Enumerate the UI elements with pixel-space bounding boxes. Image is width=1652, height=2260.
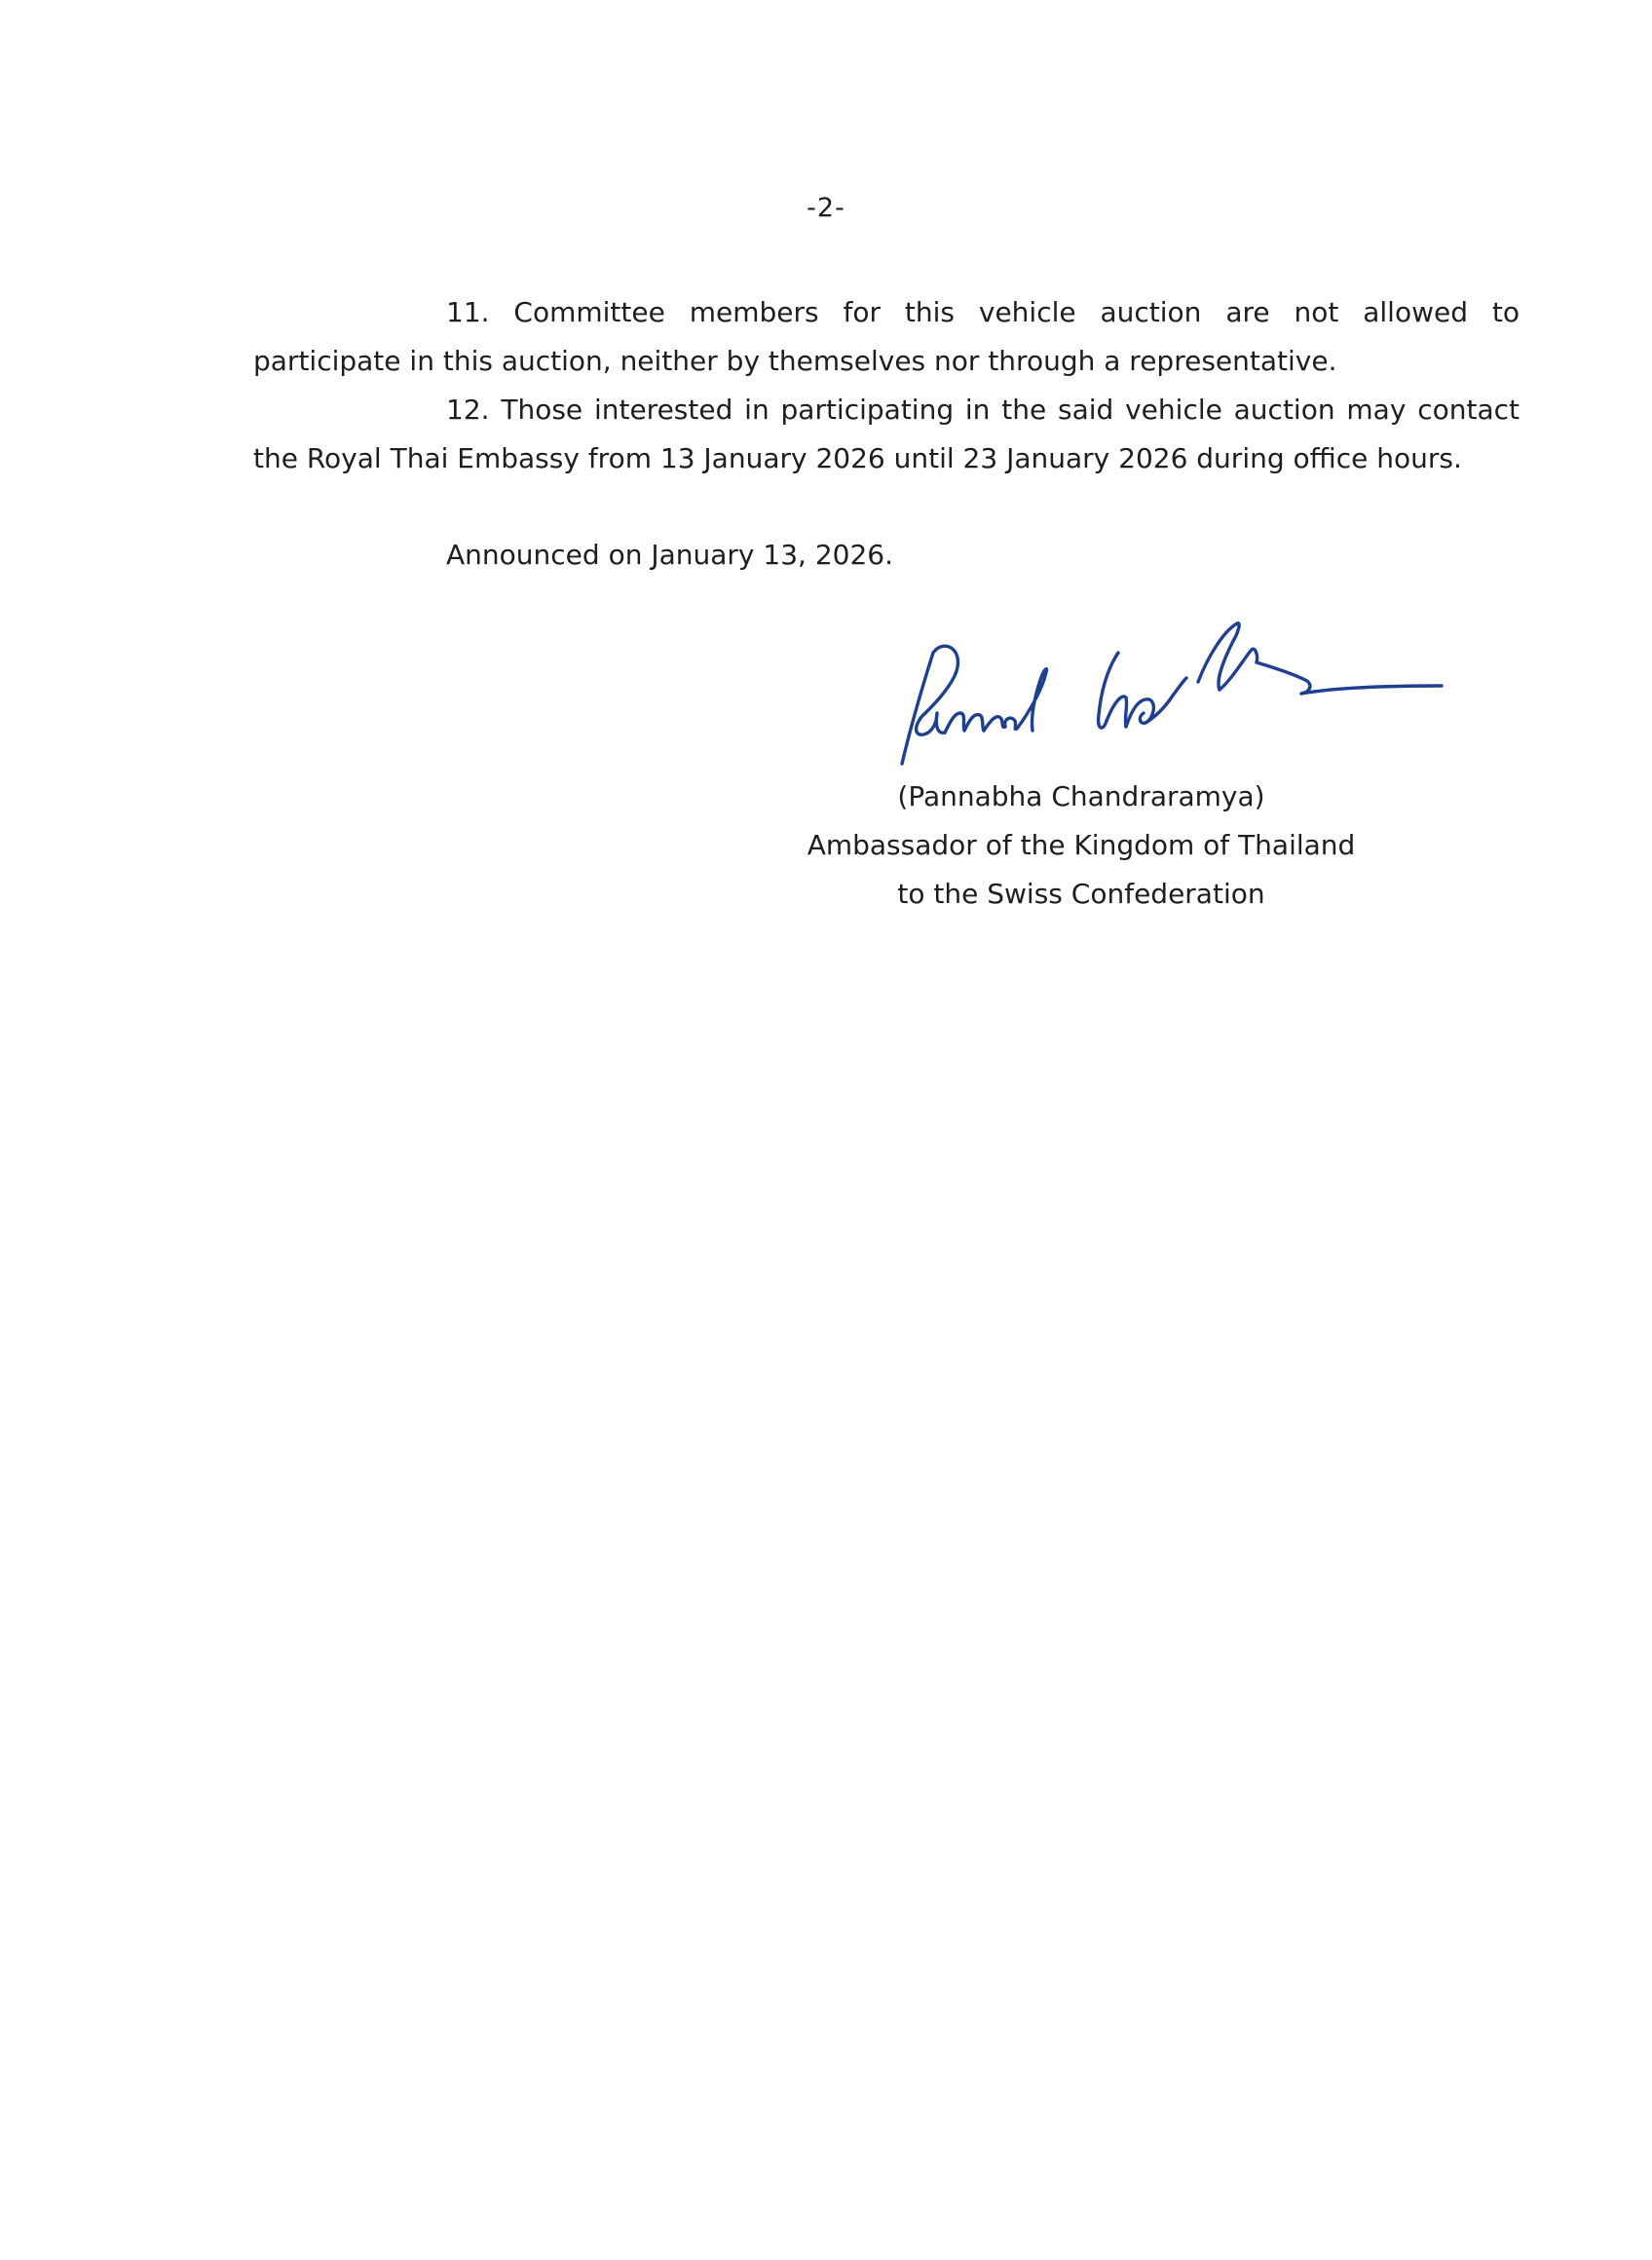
signatory-block [740,772,1422,919]
signature-graphic [877,612,1520,772]
signatory-title-line-2: to the Swiss Confederation [897,878,1265,910]
page-number: -2- [807,193,845,223]
signatory-title-line-1: Ambassador of the Kingdom of Thailand [807,829,1356,861]
announcement-date: Announced on January 13, 2026. [446,539,893,571]
handwritten-signature [877,612,1520,772]
signatory-name: (Pannabha Chandraramya) [897,780,1265,812]
paragraph-12: 12. Those interested in participating in the said vehicle auction may contact the Royal Thai Embassy from 13 January 2026 until 23 January 2026 during office hours. [253,394,1520,474]
body-text [253,288,1520,483]
paragraph-11: 11. Committee members for this vehicle auction are not allowed to participate in this auction, neither by themselves nor through a representative. [253,296,1520,377]
